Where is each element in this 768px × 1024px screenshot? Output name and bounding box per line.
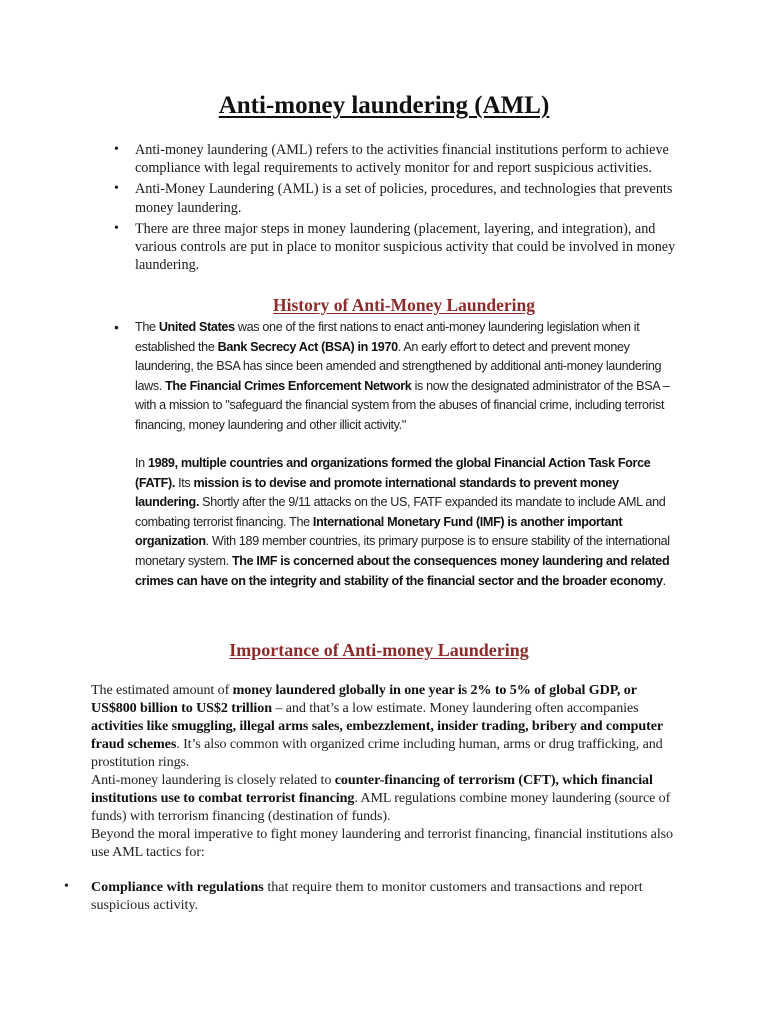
bold-text: International Monetary Fund (IMF) is another important organization [135,514,623,549]
history-paragraph-1 [114,318,680,436]
text-run: that require them to monitor customers and transactions and report suspicious activity. [91,879,643,913]
bold-text: United States [158,320,235,334]
text-run: In [135,456,148,470]
importance-paragraph-2 [91,771,681,825]
text-run: . With 189 member countries, its primary purpose is to ensure stability of the international monetary system. [135,534,670,568]
text-run: . AML regulations combine money laundering (source of funds) with terrorism financing (destination of funds). [91,790,671,824]
bold-text: 1989, multiple countries and organizations formed the global Financial Action Task Force (FATF). [135,456,651,490]
text-run: Its [174,475,194,490]
list-item-text: There are three major steps in money laundering (placement, layering, and integration), and various controls are put in place to monitor suspicious activity that could be involved in money laundering. [135,220,676,274]
history-heading: History of Anti-Money Laundering [272,295,536,315]
text-run: . [662,573,666,588]
bold-text: Compliance with regulations [91,879,264,895]
importance-heading: Importance of Anti-money Laundering [229,640,529,660]
bullet-icon: • [64,879,69,894]
bullet-icon: • [114,181,119,197]
bullet-icon: • [114,220,119,236]
list-item [114,180,680,216]
bold-text: counter-financing of terrorism (CFT), which financial institutions use to combat terrorist financing [91,772,653,806]
text-run: . It’s also common with organized crime including human, arms or drug trafficking, and prostitution rings. [91,736,663,770]
importance-paragraph-1 [91,681,681,771]
importance-paragraph-3: Beyond the moral imperative to fight money laundering and terrorist financing, financial institutions also use AML tactics for: [91,826,673,860]
text-run: was one of the first nations to enact anti-money laundering legislation when it established the [135,320,640,354]
text-run: The estimated amount of [91,682,233,698]
list-item-text: Anti-money laundering (AML) refers to the activities financial institutions perform to achieve compliance with legal requirements to actively monitor for and report suspicious activities. [135,142,669,177]
history-bullet-list [114,318,680,436]
bold-text: mission is to devise and promote international standards to prevent money laundering. [135,475,619,510]
bold-text: money laundered globally in one year is 2% to 5% of global GDP, or US$800 billion to US$2 trillion [91,682,637,716]
intro-bullet-list [114,141,680,277]
bullet-icon: • [114,319,119,335]
text-run: . An early effort to detect and prevent money laundering, the BSA has since been amended and strengthened by additional anti-money laundering laws. [135,339,662,393]
text-run: is now the designated administrator of the BSA – with a mission to "safeguard the financial system from the abuses of financial crime, including terrorist financing, money laundering and other illicit activity." [135,378,670,432]
importance-body [91,681,681,861]
importance-bullet-list [64,878,681,914]
bold-text: activities like smuggling, illegal arms sales, embezzlement, insider trading, bribery and computer fraud schemes [91,718,663,752]
bullet-icon: • [114,142,119,157]
list-item-text: Anti-Money Laundering (AML) is a set of policies, procedures, and technologies that prevents money laundering. [135,181,673,216]
history-paragraph-2 [135,454,680,591]
text-run: Shortly after the 9/11 attacks on the US, FATF expanded its mandate to include AML and combating terrorist financing. The [135,495,666,529]
text-run: The [135,320,159,334]
bold-text: The IMF is concerned about the consequences money laundering and related crimes can have on the integrity and stability of the financial sector and the broader economy [135,553,670,588]
bold-text: Bank Secrecy Act (BSA) in 1970 [217,339,398,354]
list-item [64,878,681,914]
bold-text: The Financial Crimes Enforcement Network [165,378,412,393]
list-item [114,141,680,177]
text-run: Anti-money laundering is closely related to [91,772,335,788]
document-title: Anti-money laundering (AML) [218,92,550,119]
list-item [114,220,680,275]
text-run: – and that’s a low estimate. Money laundering often accompanies [271,700,639,716]
